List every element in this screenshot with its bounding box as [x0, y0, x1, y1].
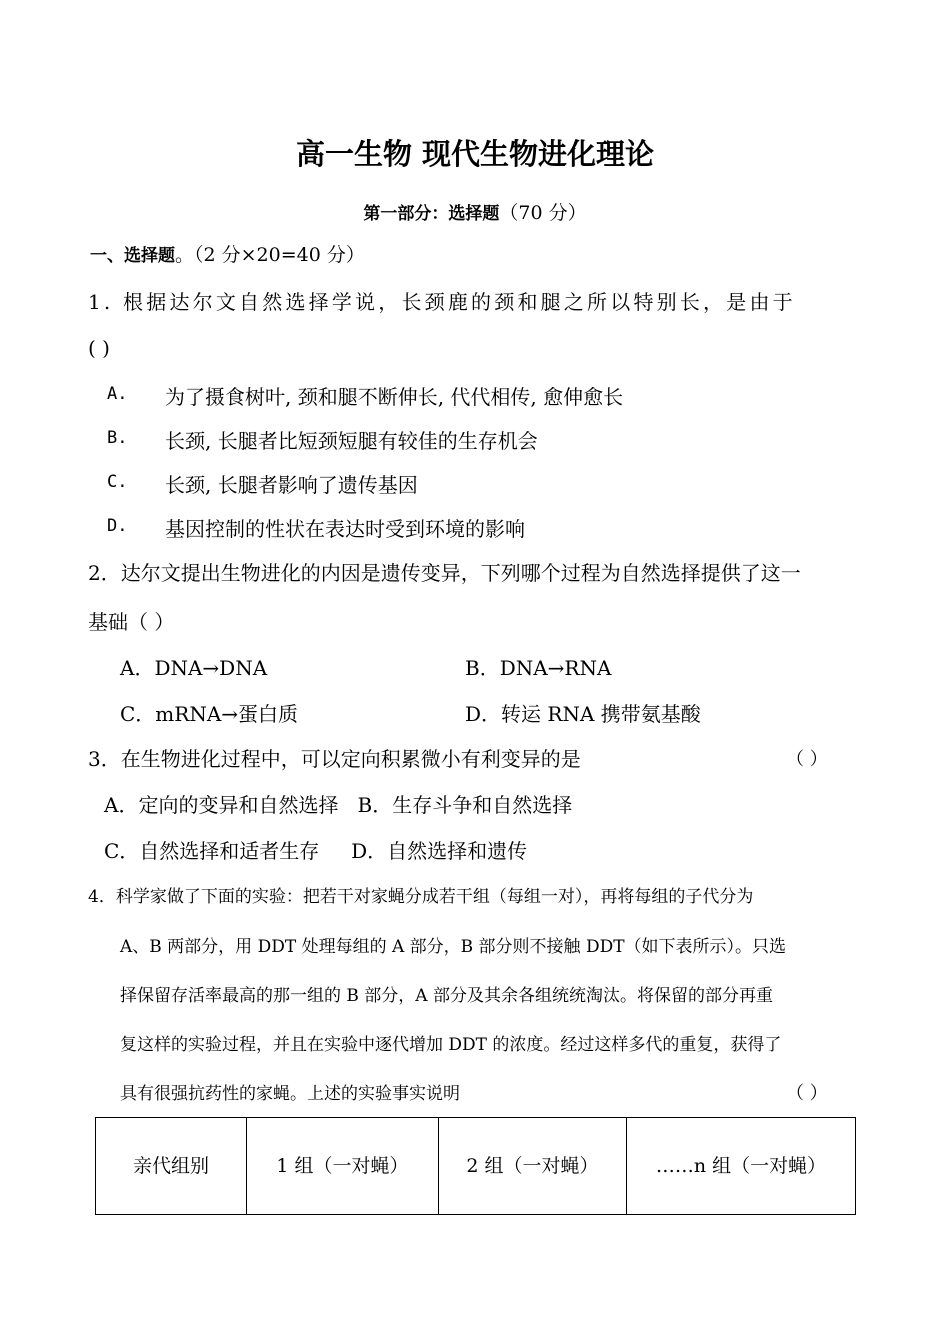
question-3-options-line1: A．定向的变异和自然选择 B．生存斗争和自然选择 — [104, 793, 573, 817]
section-label: 一、选择题 — [90, 246, 175, 266]
table-header-cell: ……n 组（一对蝇） — [627, 1118, 856, 1215]
question-4-line5: 具有很强抗药性的家蝇。上述的实验事实说明 — [120, 1084, 460, 1104]
question-1-option-c — [107, 472, 127, 492]
question-1-option-d-text: 基因控制的性状在表达时受到环境的影响 — [165, 517, 525, 541]
question-4-line3: 择保留存活率最高的那一组的 B 部分，A 部分及其余各组统统淘汰。将保留的部分再重 — [120, 986, 773, 1006]
page-title: 高一生物 现代生物进化理论 — [295, 137, 655, 171]
question-1-option-a-text: 为了摄食树叶, 颈和腿不断伸长, 代代相传, 愈伸愈长 — [165, 385, 624, 409]
question-2-option-b: B．DNA→RNA — [465, 656, 612, 680]
question-2-stem-line1: 2．达尔文提出生物进化的内因是遗传变异，下列哪个过程为自然选择提供了这一 — [88, 561, 801, 585]
question-1-option-c-text: 长颈, 长腿者影响了遗传基因 — [165, 473, 418, 497]
part-label: 第一部分：选择题 — [363, 204, 500, 224]
question-4-line2: A、B 两部分，用 DDT 处理每组的 A 部分，B 部分则不接触 DDT（如下表所示）。只选 — [120, 937, 787, 957]
option-letter: A. — [107, 384, 128, 404]
question-2-option-d: D．转运 RNA 携带氨基酸 — [465, 702, 701, 726]
question-4-bracket: （ ） — [786, 1083, 828, 1104]
question-1-option-a — [107, 384, 127, 404]
question-1-stem: 1. 根据达尔文自然选择学说，长颈鹿的颈和腿之所以特别长，是由于 — [88, 290, 796, 314]
question-2-option-c: C．mRNA→蛋白质 — [120, 702, 299, 726]
question-3-bracket: （ ） — [786, 749, 828, 770]
question-1-option-b-text: 长颈, 长腿者比短颈短腿有较佳的生存机会 — [165, 429, 538, 453]
question-3-stem: 3．在生物进化过程中，可以定向积累微小有利变异的是 — [88, 747, 581, 771]
question-4-line4: 复这样的实验过程，并且在实验中逐代增加 DDT 的浓度。经过这样多代的重复，获得了 — [120, 1035, 782, 1055]
table-header-cell: 2 组（一对蝇） — [438, 1118, 626, 1215]
section-heading — [90, 240, 365, 267]
part-heading — [0, 198, 950, 225]
table-header-cell: 亲代组别 — [96, 1118, 247, 1215]
question-1-option-d — [107, 516, 127, 536]
question-4-line1: 4．科学家做了下面的实验：把若干对家蝇分成若干组（每组一对），再将每组的子代分为 — [88, 887, 754, 907]
option-letter: D. — [107, 516, 128, 536]
section-detail: 。（2 分×20=40 分） — [175, 244, 365, 266]
option-letter: B. — [107, 428, 128, 448]
option-letter: C. — [107, 472, 128, 492]
experiment-table — [95, 1117, 856, 1215]
table-row — [96, 1118, 856, 1215]
question-2-stem-line2: 基础（ ） — [88, 610, 175, 634]
question-1-option-b — [107, 428, 127, 448]
part-score: （70 分） — [499, 202, 587, 224]
question-2-option-a: A．DNA→DNA — [120, 656, 268, 680]
question-3-options-line2: C．自然选择和适者生存 D．自然选择和遗传 — [104, 839, 528, 863]
question-1-bracket: ( ) — [88, 336, 110, 360]
table-header-cell: 1 组（一对蝇） — [247, 1118, 439, 1215]
